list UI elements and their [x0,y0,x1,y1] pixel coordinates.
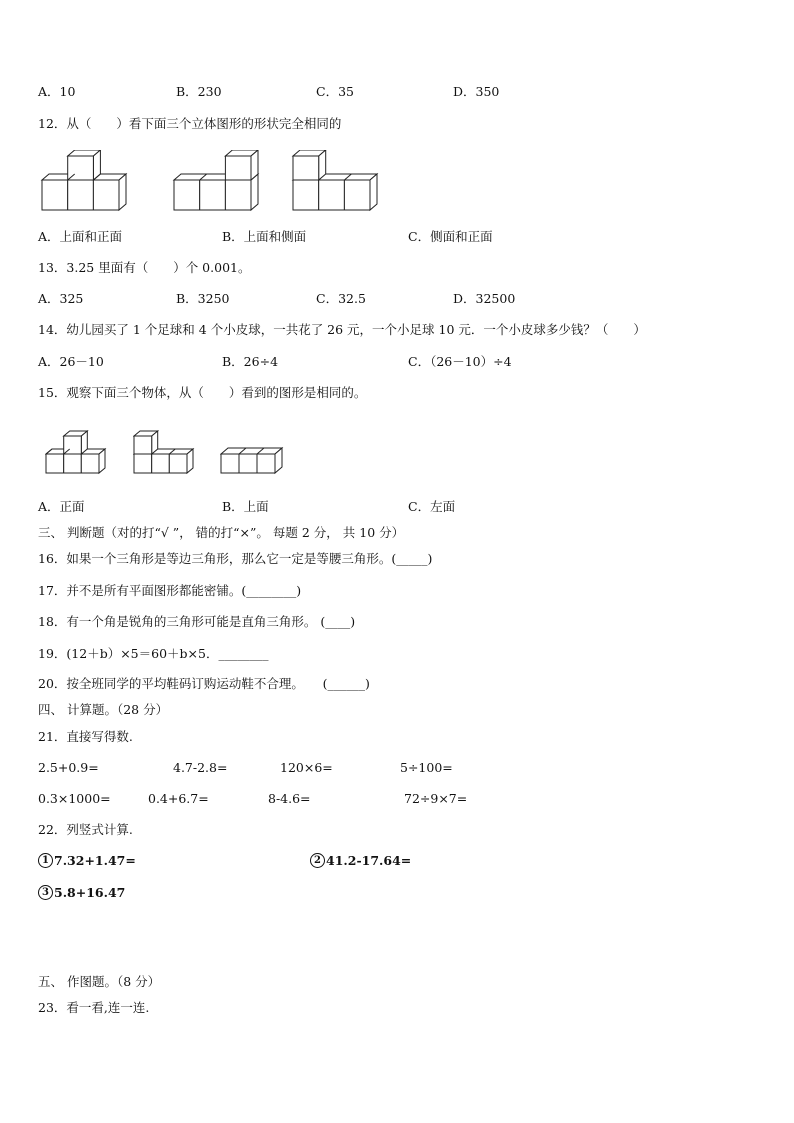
q23-stem: 23．看一看,连一连. [38,1000,150,1015]
q13-option-c: C．32.5 [316,291,366,306]
q11-option-d: D．350 [453,84,500,99]
q13-option-d: D．32500 [453,291,516,306]
q21-expr: 8-4.6= [268,791,311,806]
section-3-heading: 三、 判断题（对的打“√ ”， 错的打“×”。 每题 2 分， 共 10 分） [38,525,405,540]
q13-option-a: A．325 [38,291,84,306]
q12-option-a: A．上面和正面 [38,229,123,244]
q11-option-a: A．10 [38,84,76,99]
q21-expr: 4.7-2.8= [173,760,228,775]
q12-figure-2 [172,150,262,214]
q22-expr-2: 41.2-17.64= [326,853,412,868]
q21-expr: 2.5+0.9= [38,760,99,775]
q15-figure-1 [45,430,107,476]
q15-option-a: A．正面 [38,499,85,514]
q11-option-c: C．35 [316,84,354,99]
q22-item-3 [38,885,125,901]
q12-option-c: C．侧面和正面 [408,229,493,244]
q22-expr-3: 5.8+16.47 [54,885,126,900]
q15-stem: 15．观察下面三个物体，从（ ）看到的图形是相同的。 [38,385,367,400]
q17-text: 17．并不是所有平面图形都能密铺。(________) [38,583,302,598]
q22-stem: 22．列竖式计算. [38,822,133,837]
q15-option-b: B．上面 [222,499,269,514]
q20-text: 20．按全班同学的平均鞋码订购运动鞋不合理。 (______) [38,676,370,691]
q21-stem: 21．直接写得数. [38,729,133,744]
q14-option-c: C．（26－10）÷4 [408,354,512,369]
q12-figure-3 [291,150,381,214]
circled-number-1: 1 [38,853,53,868]
q18-text: 18．有一个角是锐角的三角形可能是直角三角形。 (____) [38,614,356,629]
q19-text: 19．(12＋b）×5＝60＋b×5．________ [38,646,269,661]
q14-stem: 14．幼儿园买了 1 个足球和 4 个小皮球，一共花了 26 元，一个小足球 10 元．一个小皮球多少钱？（ ） [38,322,646,337]
circled-number-2: 2 [310,853,325,868]
q14-option-b: B．26÷4 [222,354,279,369]
q12-figure-1 [40,150,130,214]
q15-figure-3 [220,446,284,476]
section-5-heading: 五、 作图题。（8 分） [38,974,161,989]
q21-expr: 0.4+6.7= [148,791,209,806]
q13-stem: 13．3.25 里面有（ ）个 0.001。 [38,260,251,275]
q12-option-b: B．上面和侧面 [222,229,307,244]
circled-number-3: 3 [38,885,53,900]
q22-item-1 [38,853,136,869]
q15-option-c: C．左面 [408,499,456,514]
q21-expr: 72÷9×7= [404,791,468,806]
q21-expr: 5÷100= [400,760,453,775]
q15-figure-2 [133,430,195,476]
q22-item-2 [310,853,411,869]
q11-option-b: B．230 [176,84,222,99]
q14-option-a: A．26－10 [38,354,104,369]
q21-expr: 0.3×1000= [38,791,111,806]
q22-expr-1: 7.32+1.47= [54,853,136,868]
q13-option-b: B．3250 [176,291,230,306]
q16-text: 16．如果一个三角形是等边三角形，那么它一定是等腰三角形。(_____) [38,551,433,566]
q21-expr: 120×6= [280,760,333,775]
section-4-heading: 四、 计算题。（28 分） [38,702,169,717]
q12-stem: 12．从（ ）看下面三个立体图形的形状完全相同的 [38,116,342,131]
